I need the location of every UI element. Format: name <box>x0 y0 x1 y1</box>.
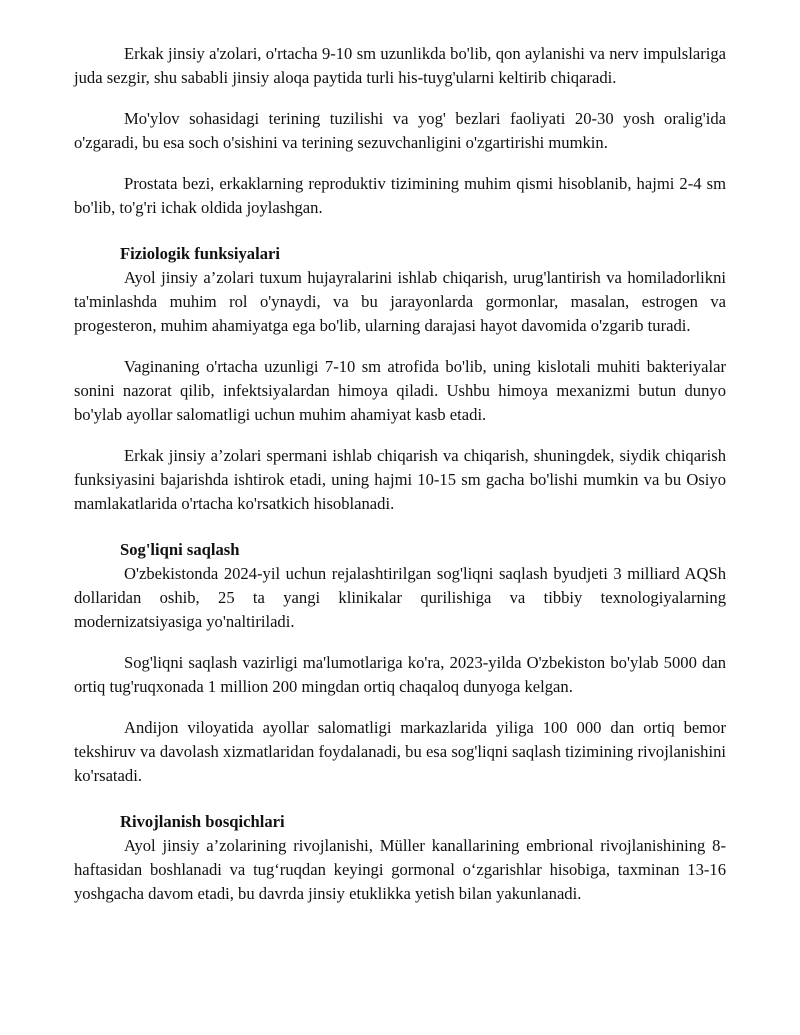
paragraph-vagina: Vaginaning o'rtacha uzunligi 7-10 sm atrofida bo'lib, uning kislotali muhiti bakteriyalar sonini nazorat qilib, infektsiyalardan himoya qiladi. Ushbu himoya mexanizmi butun dunyo bo'ylab ayollar salomatligi uchun muhim ahamiyat kasb etadi. <box>74 357 726 424</box>
paragraph-penile-length: Erkak jinsiy a'zolari, o'rtacha 9-10 sm uzunlikda bo'lib, qon aylanishi va nerv impulslariga juda sezgir, shu sababli jinsiy aloqa paytida turli his-tuyg'ularni keltirib chiqaradi. <box>74 44 726 87</box>
paragraph-andijan-centers: Andijon viloyatida ayollar salomatligi markazlarida yiliga 100 000 dan ortiq bemor tekshiruv va davolash xizmatlaridan foydalanadi, bu esa sog'liqni saqlash tizimining rivojlanishini ko'rsatadi. <box>74 718 726 785</box>
heading-development-stages: Rivojlanish bosqichlari <box>120 812 285 831</box>
paragraph-budget-2024: O'zbekistonda 2024-yil uchun rejalashtirilgan sog'liqni saqlash byudjeti 3 milliard AQSh dollaridan oshib, 25 ta yangi klinikalar qurilishiga va tibbiy texnologiyalarning modernizatsiyasiga yo'naltiriladi. <box>74 564 726 631</box>
paragraph-female-development: Ayol jinsiy a’zolarining rivojlanishi, Müller kanallarining embrional rivojlanishining 8-haftasidan boshlanadi va tug‘ruqdan keyingi gormonal o‘zgarishlar hisobiga, taxminan 13-16 yoshgacha davom etadi, bu davrda jinsiy etuklikka yetish bilan yakunlanadi. <box>74 836 726 903</box>
document-page <box>74 42 726 923</box>
heading-physiological-functions: Fiziologik funksiyalari <box>120 244 280 263</box>
paragraph-births-2023: Sog'liqni saqlash vazirligi ma'lumotlariga ko'ra, 2023-yilda O'zbekiston bo'ylab 5000 dan ortiq tug'ruqxonada 1 million 200 mingdan ortiq chaqaloq dunyoga kelgan. <box>74 653 726 696</box>
heading-healthcare: Sog'liqni saqlash <box>120 540 240 559</box>
paragraph-prostate: Prostata bezi, erkaklarning reproduktiv tizimining muhim qismi hisoblanib, hajmi 2-4 sm bo'lib, to'g'ri ichak oldida joylashgan. <box>74 174 726 217</box>
paragraph-male-functions: Erkak jinsiy a’zolari spermani ishlab chiqarish va chiqarish, shuningdek, siydik chiqarish funksiyasini bajarishda ishtirok etadi, uning hajmi 10-15 sm gacha bo'lishi mumkin va bu Osiyo mamlakatlarida o'rtacha ko'rsatkich hisoblanadi. <box>74 446 726 513</box>
paragraph-moustache-skin: Mo'ylov sohasidagi terining tuzilishi va yog' bezlari faoliyati 20-30 yosh oralig'ida o'zgaradi, bu esa soch o'sishini va terining sezuvchanligini o'zgartirishi mumkin. <box>74 109 726 152</box>
paragraph-female-functions: Ayol jinsiy a’zolari tuxum hujayralarini ishlab chiqarish, urug'lantirish va homiladorlikni ta'minlashda muhim rol o'ynaydi, va bu jarayonlarda gormonlar, masalan, estrogen va progesteron, muhim ahamiyatga ega bo'lib, ularning darajasi hayot davomida o'zgarib turadi. <box>74 268 726 335</box>
